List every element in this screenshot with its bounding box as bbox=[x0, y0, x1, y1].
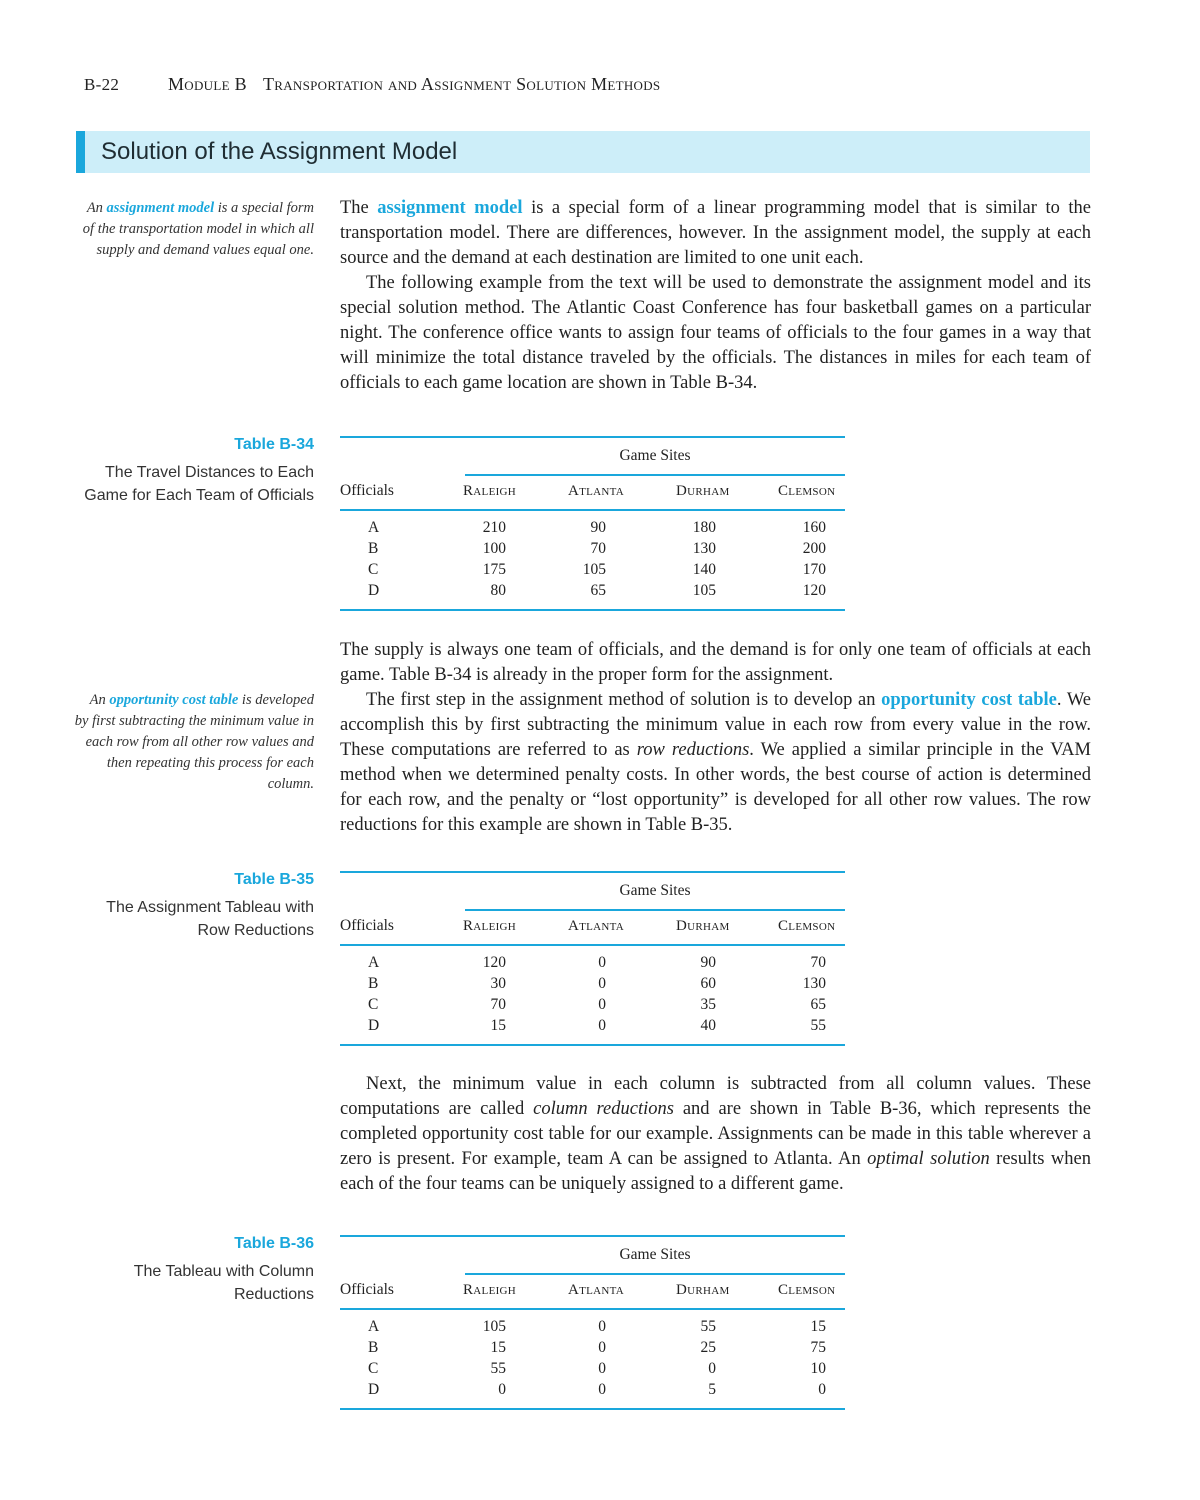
key-term: opportunity cost table bbox=[881, 690, 1057, 710]
column-header: Atlanta bbox=[568, 918, 625, 934]
section-heading-bar bbox=[76, 131, 1090, 173]
table-cell: 55 bbox=[490, 1360, 506, 1377]
paragraph-5 bbox=[340, 1072, 1091, 1197]
table-cell: 210 bbox=[482, 519, 506, 536]
margin-note-assignment bbox=[74, 198, 314, 261]
table-cell: 25 bbox=[700, 1339, 716, 1356]
table-caption-text: The Travel Distances to Each Game for Each Team of Officials bbox=[84, 464, 314, 504]
text-run: . We accomplish this by first subtracting the minimum value in each row from every value in the row. These computations are referred to as bbox=[340, 690, 1092, 760]
column-header: Raleigh bbox=[463, 918, 517, 934]
table-cell: 0 bbox=[598, 1381, 606, 1398]
table-cell: 70 bbox=[590, 540, 606, 557]
row-label: B bbox=[368, 540, 379, 557]
table-cell: 180 bbox=[692, 519, 716, 536]
table-cell: 0 bbox=[598, 996, 606, 1013]
paragraph-2: The following example from the text will be used to demonstrate the assignment model and its special solution method. The Atlantic Coast Conference has four basketball games on a particular night. The conference office wants to assign four teams of officials to the four games in a way that will minimize the total distance traveled by the officials. The distances in miles for each team of officials to each game location are shown in Table B-34. bbox=[340, 273, 1091, 393]
table-cell: 80 bbox=[490, 582, 506, 599]
table-cell: 65 bbox=[810, 996, 826, 1013]
body-text-intro bbox=[340, 196, 1091, 396]
table-bottom-rule bbox=[340, 1044, 845, 1046]
row-header: Officials bbox=[340, 917, 394, 934]
text-run: and are shown in Table B-36, which represents the completed opportunity cost table for our example. Assignments can be made in this table wherever a zero is present. For example, team A can be assigned to Atlanta. An bbox=[340, 1099, 1091, 1169]
table-cell: 0 bbox=[818, 1381, 826, 1398]
column-header: Atlanta bbox=[568, 1282, 625, 1298]
text-run: is a special form of a linear programming model that is similar to the transportation model. There are differences, however. In the assignment model, the supply at each source and the demand at each destination are limited to one unit each. bbox=[340, 198, 1091, 268]
table-cell: 105 bbox=[482, 1318, 506, 1335]
table-cell: 55 bbox=[810, 1017, 826, 1034]
column-header: Clemson bbox=[778, 1282, 836, 1298]
table-cell: 0 bbox=[598, 1017, 606, 1034]
table-cell: 70 bbox=[810, 954, 826, 971]
text-run: . We applied a similar principle in the VAM method when we determined penalty costs. In other words, the best course of action is determined for each row, and the penalty or “lost opportunity” is developed for all other row values. The row reductions for this example are shown in Table B-35. bbox=[340, 740, 1091, 835]
paragraph-3: The supply is always one team of officials, and the demand is for only one team of officials at each game. Table B-34 is already in the proper form for the assignment. bbox=[340, 640, 1091, 685]
text-run: The bbox=[340, 198, 378, 218]
column-group-header: Game Sites bbox=[619, 882, 691, 899]
column-header: Raleigh bbox=[463, 1282, 517, 1298]
section-title: Solution of the Assignment Model bbox=[101, 138, 458, 165]
table-caption-b35 bbox=[74, 871, 314, 942]
table-caption-b36 bbox=[74, 1235, 314, 1306]
table-cell: 65 bbox=[590, 582, 606, 599]
row-header: Officials bbox=[340, 1281, 394, 1298]
table-top-rule bbox=[340, 1235, 845, 1237]
table-cell: 90 bbox=[590, 519, 606, 536]
table-cell: 0 bbox=[598, 975, 606, 992]
column-header: Durham bbox=[676, 918, 730, 934]
row-label: B bbox=[368, 975, 379, 992]
text-run: results when each of the four teams can be uniquely assigned to a different game. bbox=[340, 1149, 1091, 1194]
table-top-rule bbox=[340, 871, 845, 873]
table-cell: 160 bbox=[802, 519, 826, 536]
column-header: Clemson bbox=[778, 918, 836, 934]
table-cell: 40 bbox=[700, 1017, 716, 1034]
row-label: D bbox=[368, 1017, 380, 1034]
table-cell: 0 bbox=[598, 1339, 606, 1356]
margin-note-text: An bbox=[89, 692, 110, 708]
row-label: C bbox=[368, 1360, 379, 1377]
italic-term: column reductions bbox=[533, 1099, 674, 1119]
margin-note-term: assignment model bbox=[106, 200, 215, 216]
table-caption-b34 bbox=[74, 436, 314, 507]
margin-note-opportunity bbox=[74, 690, 314, 795]
header-rule bbox=[340, 509, 845, 511]
page-number: B-22 bbox=[84, 75, 120, 94]
table-cell: 0 bbox=[708, 1360, 716, 1377]
section-accent-bar bbox=[76, 131, 85, 173]
table-cell: 75 bbox=[810, 1339, 826, 1356]
column-header: Clemson bbox=[778, 483, 836, 499]
table-cell: 5 bbox=[708, 1381, 716, 1398]
row-label: A bbox=[368, 1318, 380, 1335]
table-cell: 0 bbox=[498, 1381, 506, 1398]
table-b34 bbox=[340, 436, 845, 616]
table-cell: 15 bbox=[810, 1318, 826, 1335]
italic-term: optimal solution bbox=[867, 1149, 990, 1169]
margin-note-text: is developed by first subtracting the minimum value in each row from all other row values and then repeating this process for each column. bbox=[74, 692, 314, 792]
table-cell: 15 bbox=[490, 1339, 506, 1356]
column-header: Raleigh bbox=[463, 483, 517, 499]
text-run: The first step in the assignment method of solution is to develop an bbox=[366, 690, 882, 710]
table-b35 bbox=[340, 871, 845, 1051]
italic-term: row reductions bbox=[636, 740, 750, 760]
running-head bbox=[84, 74, 660, 95]
table-cell: 55 bbox=[700, 1318, 716, 1335]
column-header: Durham bbox=[676, 483, 730, 499]
table-b36 bbox=[340, 1235, 845, 1415]
table-cell: 30 bbox=[490, 975, 506, 992]
table-cell: 105 bbox=[582, 561, 606, 578]
row-label: B bbox=[368, 1339, 379, 1356]
table-number: Table B-34 bbox=[234, 436, 314, 453]
table-cell: 130 bbox=[802, 975, 826, 992]
table-number: Table B-35 bbox=[234, 871, 314, 888]
table-cell: 100 bbox=[482, 540, 506, 557]
table-cell: 60 bbox=[700, 975, 716, 992]
table-cell: 175 bbox=[482, 561, 506, 578]
text-run: Next, the minimum value in each column is subtracted from all column values. These computations are called bbox=[340, 1074, 1091, 1119]
row-label: D bbox=[368, 582, 380, 599]
table-cell: 170 bbox=[802, 561, 826, 578]
table-cell: 70 bbox=[490, 996, 506, 1013]
row-label: C bbox=[368, 996, 379, 1013]
row-label: D bbox=[368, 1381, 380, 1398]
table-cell: 120 bbox=[802, 582, 826, 599]
group-rule bbox=[465, 1273, 845, 1275]
module-label: Module B bbox=[168, 74, 247, 94]
column-header: Atlanta bbox=[568, 483, 625, 499]
group-rule bbox=[465, 474, 845, 476]
table-cell: 90 bbox=[700, 954, 716, 971]
column-group-header: Game Sites bbox=[619, 1246, 691, 1263]
column-header: Durham bbox=[676, 1282, 730, 1298]
table-cell: 0 bbox=[598, 954, 606, 971]
header-rule bbox=[340, 944, 845, 946]
key-term: assignment model bbox=[377, 198, 523, 218]
table-bottom-rule bbox=[340, 1408, 845, 1410]
margin-note-text: An bbox=[86, 200, 107, 216]
table-bottom-rule bbox=[340, 609, 845, 611]
paragraph-1 bbox=[340, 196, 1091, 271]
row-label: C bbox=[368, 561, 379, 578]
table-cell: 140 bbox=[692, 561, 716, 578]
body-text-opportunity bbox=[340, 638, 1091, 838]
table-cell: 130 bbox=[692, 540, 716, 557]
table-cell: 0 bbox=[598, 1360, 606, 1377]
table-cell: 200 bbox=[802, 540, 826, 557]
table-cell: 35 bbox=[700, 996, 716, 1013]
group-rule bbox=[465, 909, 845, 911]
table-cell: 120 bbox=[482, 954, 506, 971]
table-cell: 0 bbox=[598, 1318, 606, 1335]
body-text-column-reductions bbox=[340, 1072, 1091, 1197]
table-cell: 10 bbox=[810, 1360, 826, 1377]
margin-note-term: opportunity cost table bbox=[109, 692, 239, 708]
header-rule bbox=[340, 1308, 845, 1310]
margin-note-text: is a special form of the transportation model in which all supply and demand values equal one. bbox=[82, 200, 314, 258]
paragraph-4 bbox=[340, 688, 1091, 838]
row-header: Officials bbox=[340, 482, 394, 499]
module-title: Transportation and Assignment Solution Methods bbox=[262, 74, 661, 94]
row-label: A bbox=[368, 954, 380, 971]
table-cell: 105 bbox=[692, 582, 716, 599]
column-group-header: Game Sites bbox=[619, 447, 691, 464]
row-label: A bbox=[368, 519, 380, 536]
table-number: Table B-36 bbox=[234, 1235, 314, 1252]
table-cell: 15 bbox=[490, 1017, 506, 1034]
table-caption-text: The Tableau with Column Reductions bbox=[133, 1263, 314, 1303]
table-caption-text: The Assignment Tableau with Row Reductions bbox=[106, 899, 314, 939]
table-top-rule bbox=[340, 436, 845, 438]
